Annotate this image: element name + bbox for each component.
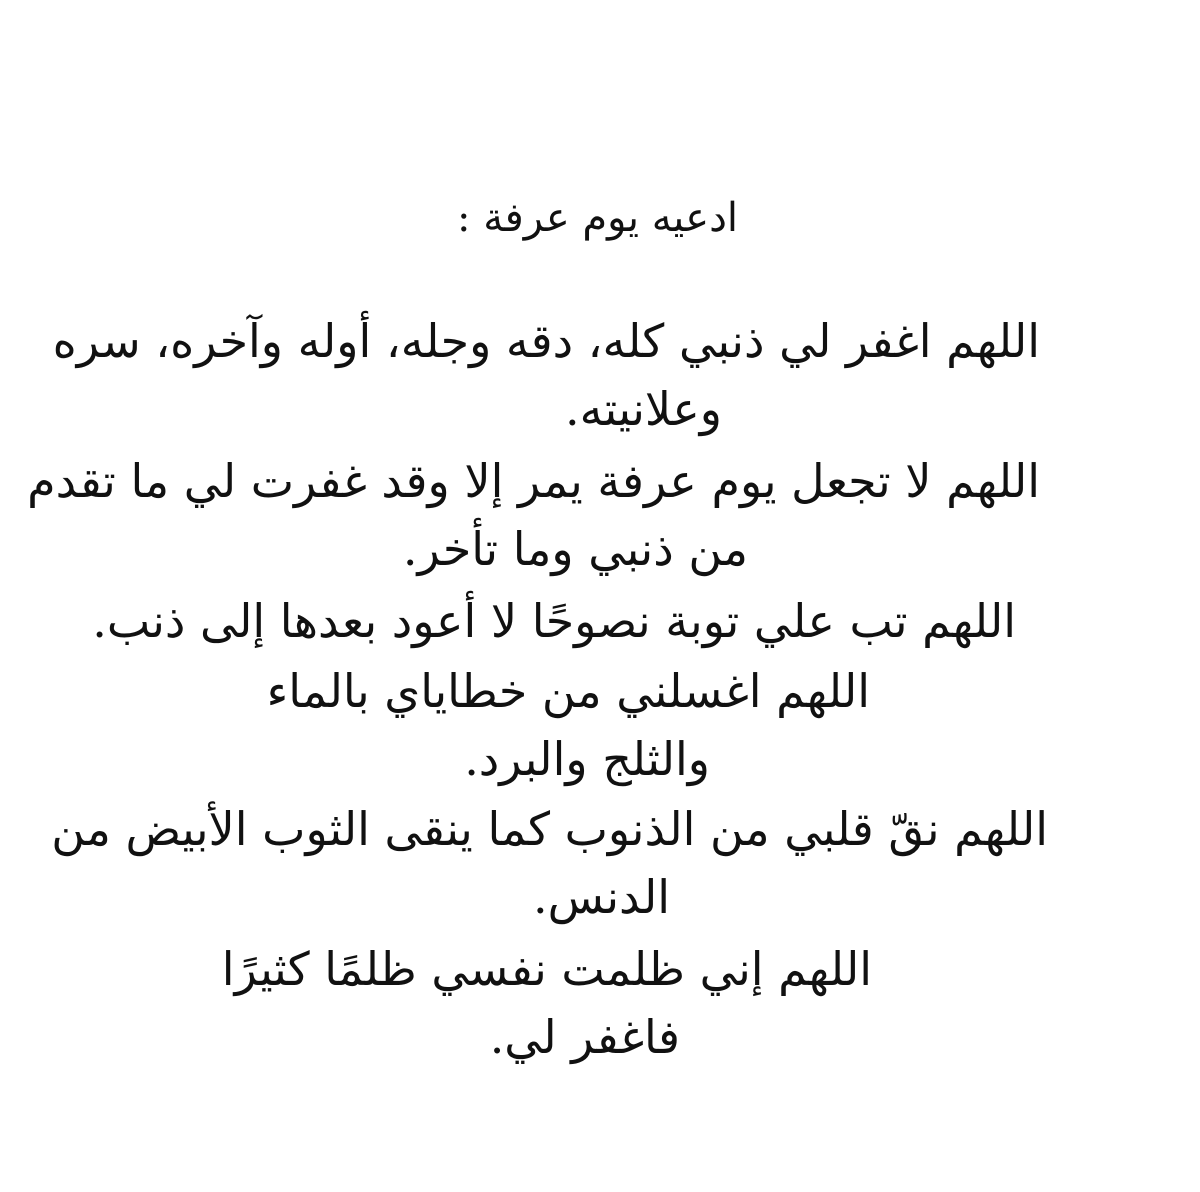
text-line: وعلانيته. bbox=[565, 382, 722, 436]
heading: ادعيه يوم عرفة : bbox=[457, 195, 738, 241]
text-line: اللهم اغفر لي ذنبي كله، دقه وجله، أوله وآخره، سره bbox=[52, 314, 1040, 368]
text-line: اللهم لا تجعل يوم عرفة يمر إلا وقد غفرت لي ما تقدم bbox=[27, 454, 1040, 508]
text-line: اللهم إني ظلمت نفسي ظلمًا كثيرًا bbox=[221, 942, 872, 996]
text-line: اللهم اغسلني من خطاياي بالماء bbox=[266, 664, 870, 718]
text-line: فاغفر لي. bbox=[489, 1010, 680, 1064]
text-line: اللهم نقّ قلبي من الذنوب كما ينقى الثوب الأبيض من bbox=[51, 802, 1048, 856]
text-line: الدنس. bbox=[532, 870, 670, 924]
text-line: اللهم تب علي توبة نصوحًا لا أعود بعدها إلى ذنب. bbox=[92, 594, 1016, 648]
text-line: من ذنبي وما تأخر. bbox=[402, 522, 748, 576]
text-line: والثلج والبرد. bbox=[464, 732, 710, 786]
